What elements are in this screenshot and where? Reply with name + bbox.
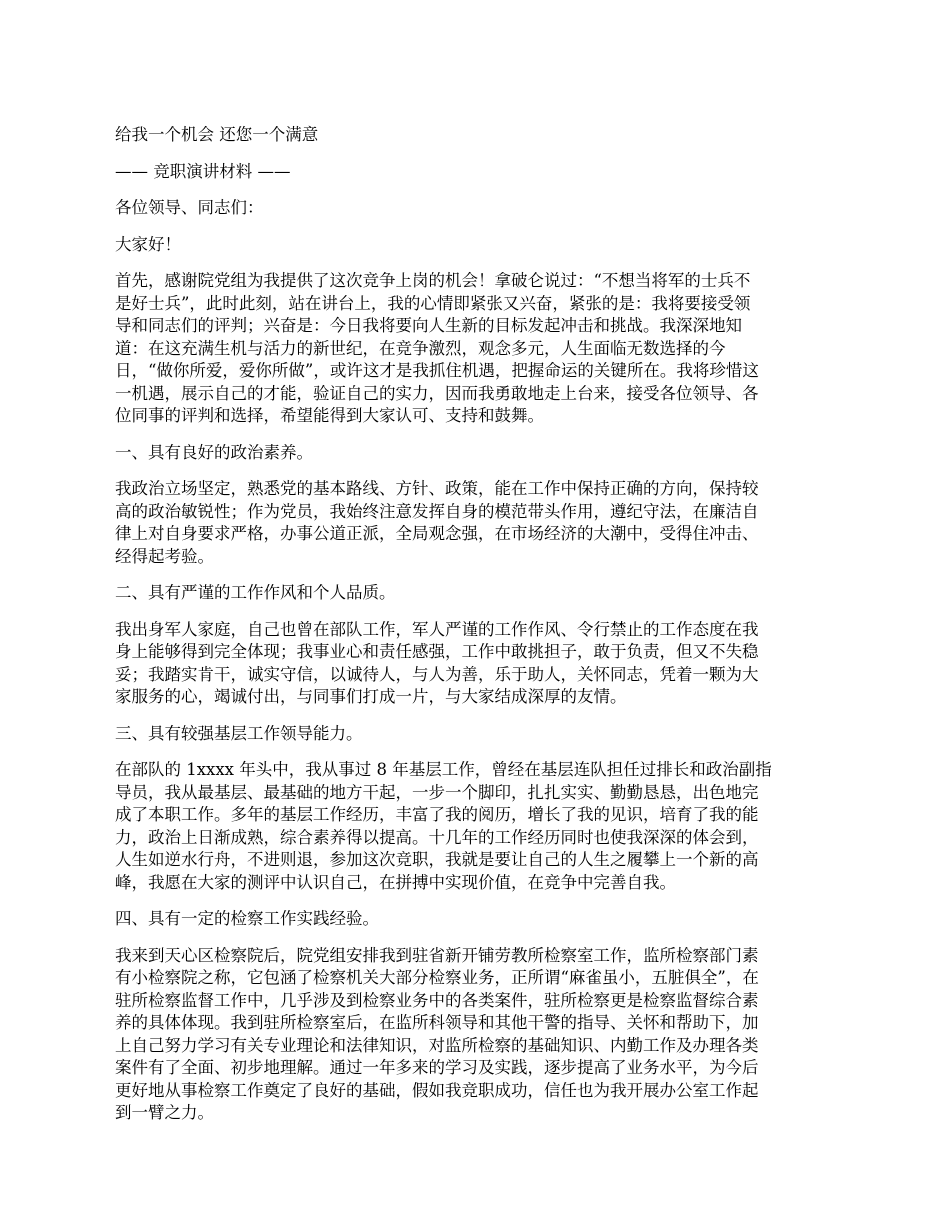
- document-subtitle: —— 竞职演讲材料 ——: [115, 161, 291, 181]
- greeting: 大家好！: [115, 234, 181, 254]
- text-line: 峰，我愿在大家的测评中认识自己，在拼搏中实现价值，在竞争中完善自我。: [115, 872, 676, 892]
- document-title: 给我一个机会 还您一个满意: [115, 125, 319, 144]
- text-line: 案件有了全面、初步地理解。通过一年多来的学习及实践，逐步提高了业务水平，为今后: [115, 1058, 759, 1077]
- salutation: 各位领导、同志们：: [115, 198, 264, 217]
- text-line: 家服务的心，竭诚付出，与同事们打成一片，与大家结成深厚的友情。: [115, 687, 627, 706]
- text-line: 高的政治敏锐性；作为党员，我始终注意发挥自身的模范带头作用，遵纪守法，在廉洁自: [115, 501, 759, 521]
- section-1-heading: [115, 442, 837, 465]
- text-line: 妥；我踏实肯干，诚实守信，以诚待人，与人为善，乐于助人，关怀同志，凭着一颗为大: [115, 664, 759, 684]
- text-line: 首先，感谢院党组为我提供了这次竞争上岗的机会！拿破仑说过：“不想当将军的士兵不: [115, 271, 751, 290]
- text-line: 一机遇，展示自己的才能，验证自己的实力，因而我勇敢地走上台来，接受各位领导、各: [115, 383, 759, 403]
- text-line: 上自己努力学习有关专业理论和法律知识，对监所检察的基础知识、内勤工作及办理各类: [115, 1035, 759, 1055]
- text-line: 道：在这充满生机与活力的新世纪，在竞争激烈，观念多元，人生面临无数选择的今: [115, 338, 726, 358]
- text-line: 成了本职工作。多年的基层工作经历，丰富了我的阅历，增长了我的见识，培育了我的能: [115, 805, 759, 824]
- text-line: 人生如逆水行舟，不进则退，参加这次竞职，我就是要让自己的人生之履攀上一个新的高: [115, 850, 759, 869]
- document-body: [115, 270, 837, 1125]
- section-4-heading: [115, 908, 837, 931]
- text-line: 我出身军人家庭，自己也曾在部队工作，军人严谨的工作作风、令行禁止的工作态度在我: [115, 619, 759, 639]
- section-3-heading: [115, 723, 837, 746]
- text-line: 是好士兵”，此时此刻，站在讲台上，我的心情即紧张又兴奋，紧张的是：我将要接受领: [115, 293, 751, 313]
- text-line: 三、具有较强基层工作领导能力。: [115, 723, 363, 743]
- text-line: 我来到天心区检察院后，院党组安排我到驻省新开铺劳教所检察室工作，监所检察部门素: [115, 945, 759, 965]
- text-line: 到一臂之力。: [115, 1103, 214, 1122]
- text-line: 养的具体体现。我到驻所检察室后，在监所科领导和其他干警的指导、关怀和帮助下，加: [115, 1013, 759, 1032]
- text-line: 我政治立场坚定，熟悉党的基本路线、方针、政策，能在工作中保持正确的方向，保持较: [115, 479, 759, 498]
- intro-paragraph: [115, 270, 837, 428]
- text-line: 日，“做你所爱，爱你所做”，或许这才是我抓住机遇，把握命运的关键所在。我将珍惜这: [115, 361, 759, 380]
- text-line: 律上对自身要求严格，办事公道正派，全局观念强，在市场经济的大潮中，受得住冲击、: [115, 524, 759, 543]
- section-4-body: [115, 945, 837, 1125]
- text-line: 一、具有良好的政治素养。: [115, 442, 313, 462]
- text-line: 力，政治上日渐成熟，综合素养得以提高。十几年的工作经历同时也使我深深的体会到，: [115, 827, 759, 847]
- section-2-heading: [115, 582, 837, 605]
- text-line: 二、具有严谨的工作作风和个人品质。: [115, 583, 396, 602]
- document-page: [115, 124, 837, 1139]
- text-line: 导和同志们的评判；兴奋是：今日我将要向人生新的目标发起冲击和挑战。我深深地知: [115, 316, 742, 335]
- text-line: 有小检察院之称，它包涵了检察机关大部分检察业务，正所谓“麻雀虽小，五脏俱全”，在: [115, 968, 759, 987]
- text-line: 经得起考验。: [115, 546, 214, 566]
- text-line: 更好地从事检察工作奠定了良好的基础，假如我竞职成功，信任也为我开展办公室工作起: [115, 1080, 759, 1100]
- section-2-body: [115, 619, 837, 709]
- text-line: 在部队的 1xxxx 年头中，我从事过 8 年基层工作，曾经在基层连队担任过排长和政治副指: [115, 760, 772, 779]
- section-1-body: [115, 478, 837, 568]
- text-line: 位同事的评判和选择，希望能得到大家认可、支持和鼓舞。: [115, 406, 544, 425]
- text-line: 四、具有一定的检察工作实践经验。: [115, 909, 379, 928]
- text-line: 身上能够得到完全体现；我事业心和责任感强，工作中敢挑担子，敢于负责，但又不失稳: [115, 642, 759, 661]
- text-line: 导员，我从最基层、最基础的地方干起，一步一个脚印，扎扎实实、勤勤恳恳，出色地完: [115, 782, 759, 802]
- text-line: 驻所检察监督工作中，几乎涉及到检察业务中的各类案件，驻所检察更是检察监督综合素: [115, 990, 759, 1010]
- section-3-body: [115, 759, 837, 894]
